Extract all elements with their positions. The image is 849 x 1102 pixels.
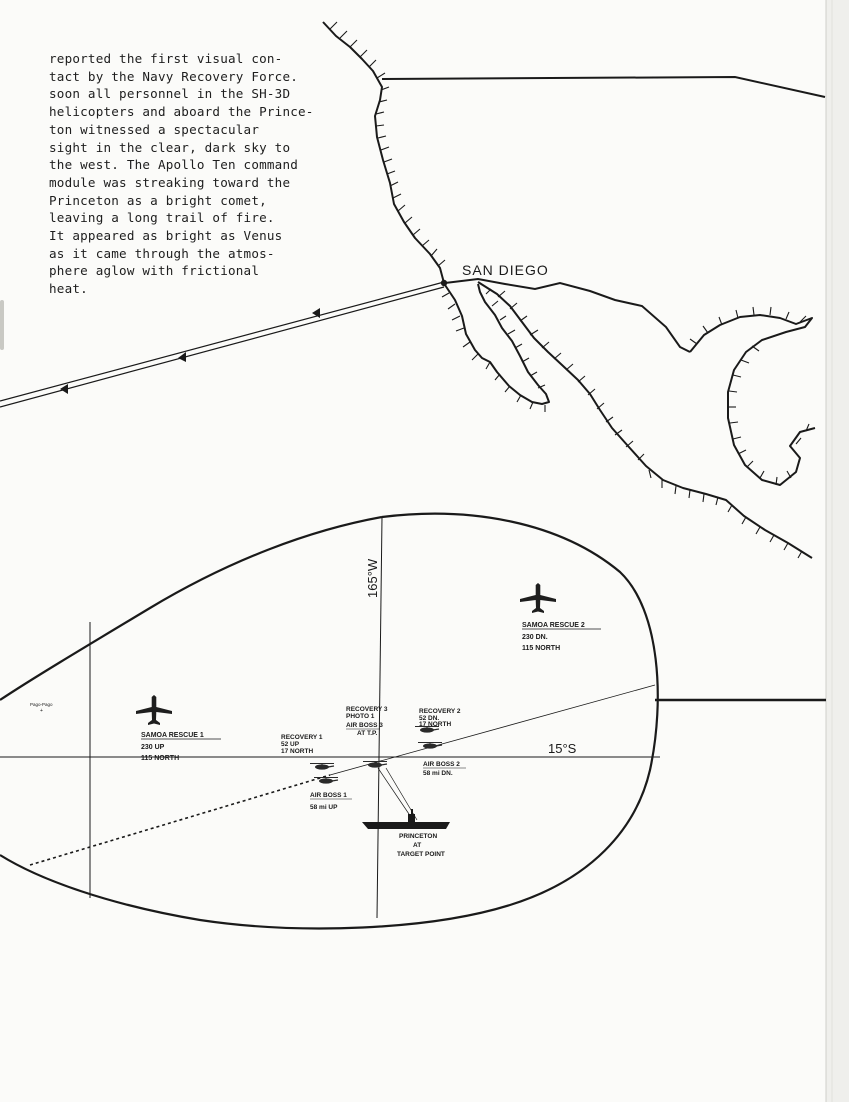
samoa-rescue-2-title: SAMOA RESCUE 2: [522, 622, 585, 629]
recovery-2-line2: 17 NORTH: [419, 721, 452, 728]
princeton-line2: AT: [413, 842, 422, 849]
narrative-line: Princeton as a bright comet,: [49, 192, 267, 208]
princeton-line1: PRINCETON: [399, 833, 438, 840]
air-boss-2-helicopter-icon: [418, 743, 442, 749]
princeton-ship-icon: [362, 809, 450, 829]
narrative-line: the west. The Apollo Ten command: [49, 157, 299, 173]
air-boss-1-line1: 58 mi UP: [310, 804, 338, 811]
recovery-3-line1: PHOTO 1: [346, 713, 375, 720]
san-diego-label: SAN DIEGO: [462, 262, 549, 278]
pago-pago-note: Pago-Pago: [30, 702, 53, 707]
narrative-line: phere aglow with frictional: [49, 263, 260, 279]
samoa-rescue-1-line1: 230 UP: [141, 744, 165, 751]
narrative-line: leaving a long trail of fire.: [49, 210, 275, 226]
page-edge: [826, 0, 849, 1102]
recovery-2-title: RECOVERY 2: [419, 708, 461, 715]
air-boss-2-line1: 58 mi DN.: [423, 770, 453, 777]
narrative-line: It appeared as bright as Venus: [49, 228, 283, 244]
recovery-3-title: RECOVERY 3: [346, 706, 388, 713]
narrative-line: ton witnessed a spectacular: [49, 121, 260, 137]
air-boss-2-title: AIR BOSS 2: [423, 761, 460, 768]
narrative-line: as it came through the atmos-: [49, 245, 275, 261]
recovery-1-line1: 52 UP: [281, 741, 300, 748]
narrative-line: module was streaking toward the: [49, 174, 291, 190]
recovery-2-line1: 52 DN.: [419, 715, 440, 722]
gulf-coast: [690, 315, 815, 485]
samoa-rescue-1-title: SAMOA RESCUE 1: [141, 732, 204, 739]
narrative-line: sight in the clear, dark sky to: [49, 139, 291, 155]
air-boss-1-title: AIR BOSS 1: [310, 792, 347, 799]
recovery-3-line2: AIR BOSS 3: [346, 722, 383, 729]
narrative-line: soon all personnel in the SH-3D: [49, 86, 291, 102]
approach-dashed-line: [30, 775, 330, 865]
track-direction-arrows: [60, 308, 320, 394]
recovery-1-line2: 17 NORTH: [281, 748, 314, 755]
recovery-1-helicopter-icon: [310, 764, 334, 770]
mexico-border-line: [445, 279, 690, 352]
west-coast-hatching: [330, 22, 445, 266]
west-coast-line: [323, 22, 444, 283]
recovery-area-outline: [0, 514, 658, 929]
recovery-1-title: RECOVERY 1: [281, 734, 323, 741]
mexico-mainland-coast: [478, 282, 812, 558]
samoa-rescue-2-line1: 230 DN.: [522, 634, 548, 641]
narrative-line: tact by the Navy Recovery Force.: [49, 68, 299, 84]
samoa-rescue-2-plane-icon: [520, 583, 556, 613]
narrative-line: reported the first visual con-: [49, 51, 283, 66]
latitude-label: 15°S: [548, 741, 577, 756]
princeton-line3: TARGET POINT: [397, 851, 445, 858]
narrative-line: heat.: [49, 281, 88, 297]
narrative-line: helicopters and aboard the Prince-: [49, 104, 314, 120]
recovery-area-outline-upper: [0, 517, 382, 700]
longitude-label: 165°W: [365, 558, 380, 598]
samoa-rescue-1-line2: 115 NORTH: [141, 755, 180, 762]
northern-border-line: [382, 77, 825, 97]
san-diego-marker: [441, 280, 447, 286]
mexico-mainland-hatching: [498, 291, 802, 558]
recovery-3-line3: AT T.P.: [357, 730, 378, 737]
binding-mark: [0, 300, 4, 350]
samoa-rescue-2-line2: 115 NORTH: [522, 645, 561, 652]
pago-pago-mark: +: [40, 708, 43, 714]
samoa-rescue-1-plane-icon: [136, 695, 172, 725]
